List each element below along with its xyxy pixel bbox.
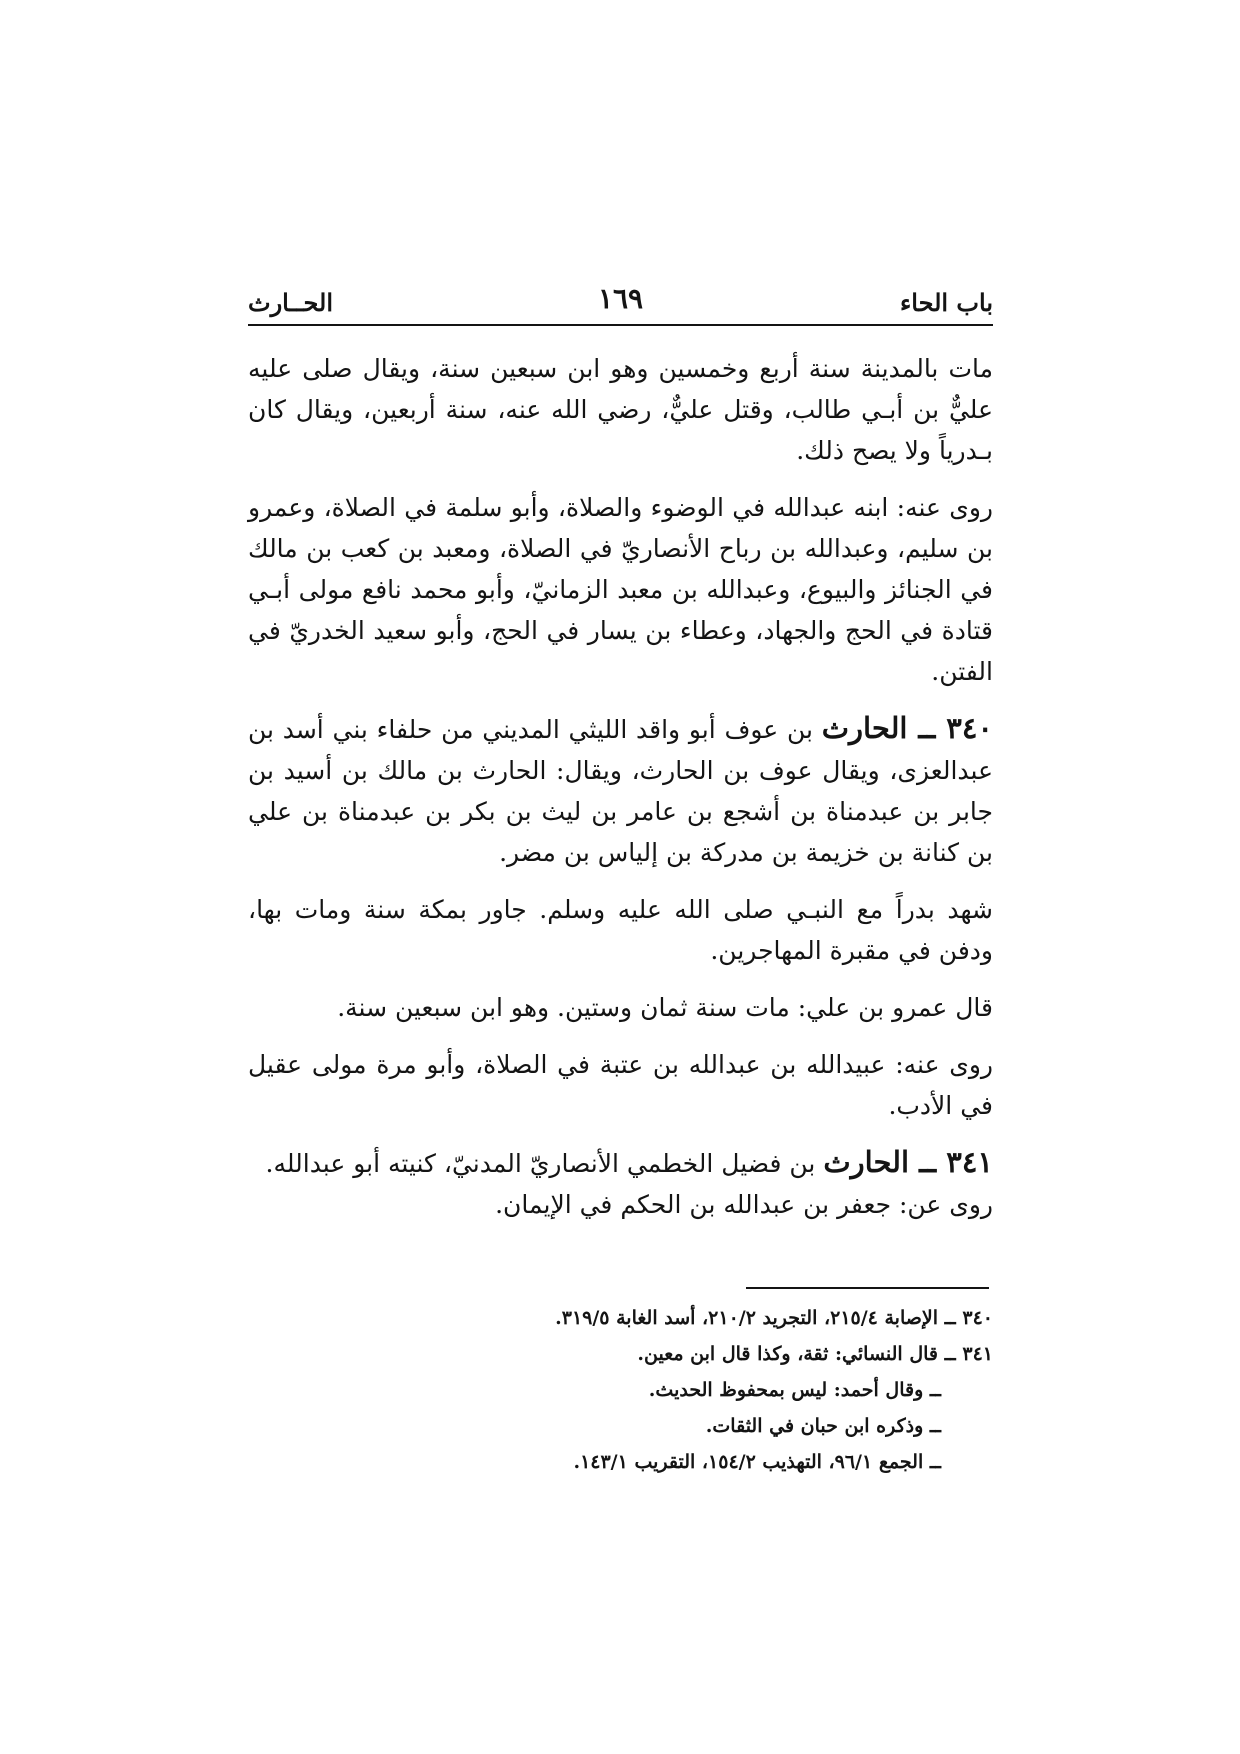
entry-340-heading: ٣٤٠ ــ الحارث bbox=[821, 711, 993, 745]
entry-340-text: بن عوف أبو واقد الليثي المديني من حلفاء بني أسد بن عبدالعزى، ويقال عوف بن الحارث، ويقال: الحارث بن مالك بن أسيد بن جابر بن عبدمناة بن أشجع بن عامر بن ليث بن بكر بن عبدمناة بن علي بن كنانة بن خزيمة بن مدركة بن إلياس بن مضر. bbox=[248, 715, 993, 867]
header-rule bbox=[248, 324, 993, 326]
footnote-rule bbox=[746, 1287, 989, 1289]
entry-341-heading: ٣٤١ ــ الحارث bbox=[823, 1145, 993, 1179]
running-title: الحــارث bbox=[248, 288, 334, 317]
page-header bbox=[248, 282, 993, 326]
footnotes bbox=[440, 1300, 993, 1480]
footnote-341: ٣٤١ ــ قال النسائي: ثقة، وكذا قال ابن معين. bbox=[637, 1343, 993, 1365]
footnote-341-ahmad: ــ وقال أحمد: ليس بمحفوظ الحديث. bbox=[648, 1379, 941, 1401]
paragraph-narrators: روى عنه: ابنه عبدالله في الوضوء والصلاة، وأبو سلمة في الصلاة، وعمرو بن سليم، وعبدالله بن رباح الأنصاريّ في الصلاة، ومعبد بن كعب بن مالك في الجنائز والبيوع، وعبدالله بن معبد الزمانيّ، وأبو محمد نافع مولى أبـي قتادة في الحج والجهاد، وعطاء بن يسار في الحج، وأبو سعيد الخدريّ في الفتن. bbox=[248, 493, 993, 686]
footnote-341-ibn-hibban: ــ وذكره ابن حبان في الثقات. bbox=[705, 1415, 941, 1437]
entry-340 bbox=[248, 708, 993, 873]
main-text bbox=[248, 348, 993, 1241]
paragraph-badr: شهد بدراً مع النبـي صلى الله عليه وسلم. جاور بمكة سنة ومات بها، ودفن في مقبرة المهاجرين. bbox=[248, 895, 993, 965]
page-number: ١٦٩ bbox=[597, 282, 644, 315]
footnote-340: ٣٤٠ ــ الإصابة ٢١٥/٤، التجريد ٢١٠/٢، أسد الغابة ٣١٩/٥. bbox=[555, 1307, 993, 1329]
entry-341-text: بن فضيل الخطمي الأنصاريّ المدنيّ، كنيته أبو عبدالله. bbox=[265, 1149, 824, 1178]
entry-341-narration: روى عن: جعفر بن عبدالله بن الحكم في الإيمان. bbox=[495, 1190, 993, 1219]
paragraph-death: مات بالمدينة سنة أربع وخمسين وهو ابن سبعين سنة، ويقال صلى عليه عليٌّ بن أبـي طالب، وقتل عليٌّ، رضي الله عنه، سنة أربعين، ويقال كان بـدرياً ولا يصح ذلك. bbox=[248, 354, 993, 465]
chapter-title: باب الحاء bbox=[899, 288, 993, 317]
paragraph-amr-quote: قال عمرو بن علي: مات سنة ثمان وستين. وهو ابن سبعين سنة. bbox=[337, 993, 993, 1022]
paragraph-narrators-2: روى عنه: عبيدالله بن عبدالله بن عتبة في الصلاة، وأبو مرة مولى عقيل في الأدب. bbox=[248, 1050, 993, 1120]
footnote-341-sources: ــ الجمع ٩٦/١، التهذيب ١٥٤/٢، التقريب ١٤٣/١. bbox=[573, 1451, 941, 1473]
entry-341 bbox=[248, 1142, 993, 1225]
